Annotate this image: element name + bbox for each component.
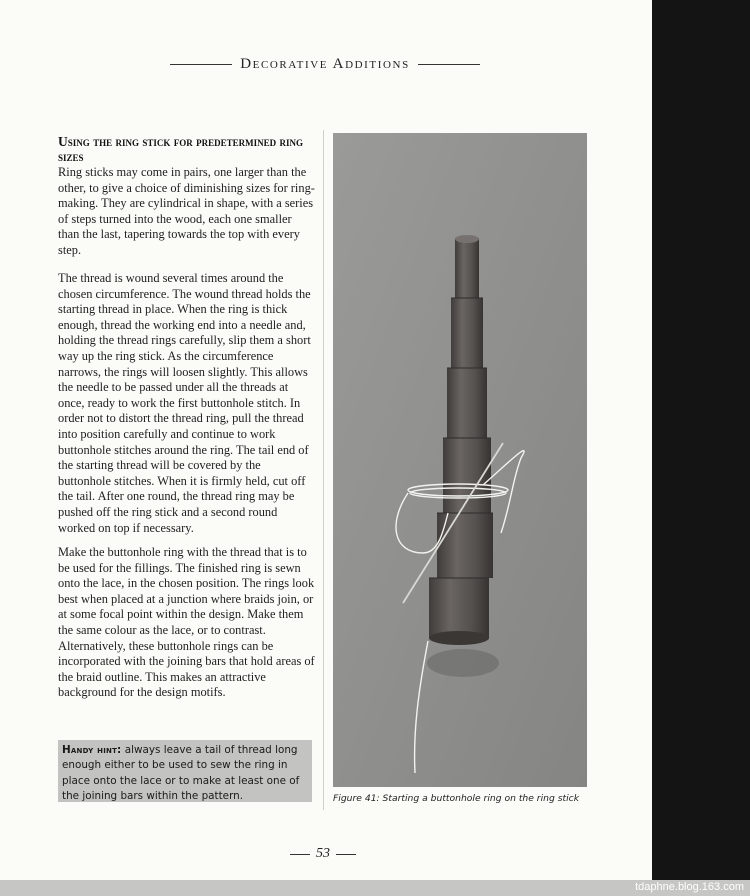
handy-hint-box xyxy=(58,740,312,802)
page-number xyxy=(288,846,358,862)
figure-caption: Figure 41: Starting a buttonhole ring on the ring stick xyxy=(333,793,580,804)
handy-hint-text: always leave a tail of thread long enough either to be used to sew the ring in place onto the lace or to make at least one of the joining bars within the pattern. xyxy=(62,744,300,803)
running-head-rule-right xyxy=(418,64,480,65)
handy-hint-label: Handy hint: xyxy=(62,744,122,756)
running-head-title: Decorative Additions xyxy=(240,56,410,72)
body-paragraph: Make the buttonhole ring with the thread that is to be used for the fillings. The finished ring is sewn onto the lace, in the chosen position. The rings look best when placed at a junction where braids join, or at some focal point within the design. Make them the same colour as the lace, or to contrast. Alternatively, these buttonhole rings can be incorporated with the joining bars that hold areas of the braid outline. This makes an attractive background for the design motifs. xyxy=(58,545,315,700)
running-head xyxy=(170,56,480,73)
page-number-text: 53 xyxy=(316,846,330,861)
section-heading: Using the ring stick for predetermined ring sizes xyxy=(58,134,304,164)
scan-edge-right xyxy=(652,0,750,880)
watermark: tdaphne.blog.163.com xyxy=(635,881,744,893)
running-head-rule-left xyxy=(170,64,232,65)
folio-rule-left xyxy=(290,854,310,855)
figure-photo xyxy=(333,133,587,787)
shadow xyxy=(427,649,499,677)
column-divider xyxy=(323,130,324,810)
ring-stick-illustration xyxy=(333,133,587,787)
folio-rule-right xyxy=(336,854,356,855)
body-paragraph: Ring sticks may come in pairs, one larger than the other, to give a choice of diminishing sizes for ring-making. They are cylindrical in shape, with a series of steps turned into the wood, each one smaller than the last, tapering towards the top with every step. xyxy=(58,165,315,257)
body-paragraph: The thread is wound several times around the chosen circumference. The wound thread holds the starting thread in place. When the ring is thick enough, thread the working end into a needle and, holding the thread rings carefully, slip them a short way up the ring stick. As the circumference narrows, the rings will loosen slightly. This allows the needle to be passed under all the threads at once, ready to work the first buttonhole stitch. In order not to distort the thread ring, pull the thread into position carefully and continue to work buttonhole stitches around the ring. The tail end of the starting thread will be covered by the buttonhole stitches. When it is firmly held, cut off the tail. After one round, the thread ring may be pushed off the ring stick and a second round worked on top if necessary. xyxy=(58,271,311,535)
